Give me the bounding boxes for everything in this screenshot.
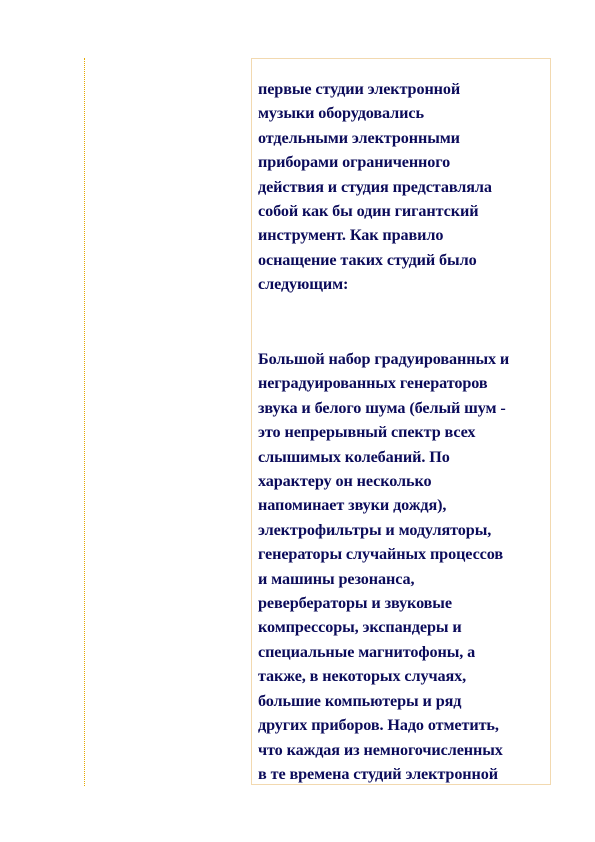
margin-dotted-rule (84, 58, 85, 786)
paragraph-equipment-list: Большой набор градуированных и неградуированных генераторов звука и белого шума (белый шум - это непрерывный спектр всех слышимых колебаний. По характеру он несколько напоминает звуки дождя), электрофильтры и модуляторы, генераторы случайных процессов и машины резонанса, реверберaторы и звуковые компрессоры, экспандеры и специальные магнитофоны, а также, в некоторых случаях, большие компьютеры и ряд других приборов. Надо отметить, что каждая из немногочисленных в те времена студий электронной (258, 350, 510, 783)
paragraph-intro: первые студии электронной музыки оборудовались отдельными электронными приборами ограниченного действия и студия представляла собой как бы один гигантский инструмент. Как правило оснащение таких студий было следующим: (258, 80, 492, 294)
